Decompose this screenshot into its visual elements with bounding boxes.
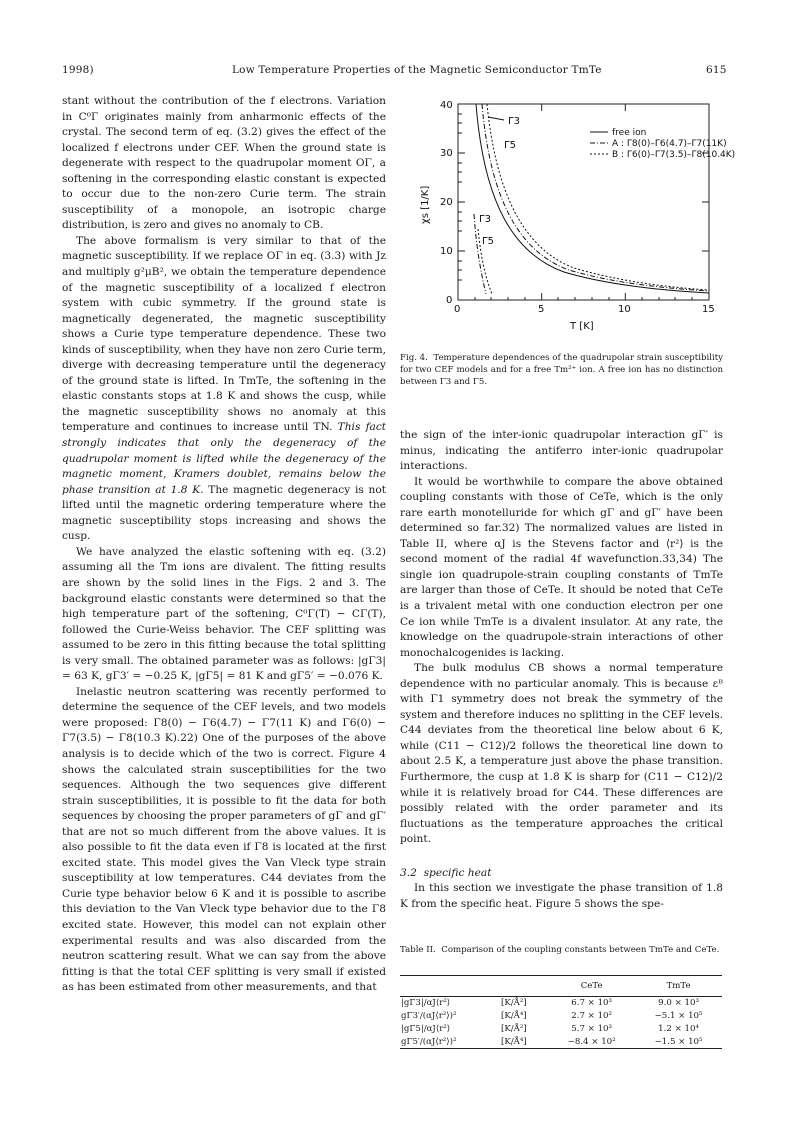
annotation: Γ3 — [508, 116, 520, 127]
table-header-row — [400, 976, 722, 997]
x-tick-label: 5 — [538, 304, 545, 315]
paragraph: stant without the contribution of the f electrons. Variation in C⁰Γ originates mainly from anharmonic effects of the crystal. The second term of eq. (3.2) gives the effect of the localized f electrons under CEF. When the ground state is degenerate with respect to the quadrupolar moment OΓ, a softening in the corresponding elastic constant is expected to occur due to the non-zero Curie term. The strain susceptibility of a monopole, an isotropic charge distribution, is zero and gives no anomaly to CB. — [62, 95, 386, 232]
x-tick-label: 0 — [454, 304, 461, 315]
legend-entry: free ion — [612, 128, 647, 138]
paragraph: We have analyzed the elastic softening with eq. (3.2) assuming all the Tm ions are divalent. The fitting results are shown by the solid lines in the Figs. 2 and 3. The background elastic constants were determined so that the high temperature part of the softening, C⁰Γ(T) − CΓ(T), followed the Curie-Weiss behavior. The CEF splitting was assumed to be zero in this fitting because the total splitting is very small. The obtained parameter was as follows: |gΓ3| = 63 K, gΓ3′ = −0.25 K, |gΓ5| = 81 K and gΓ5′ = −0.076 K. — [62, 545, 386, 683]
table-row: gΓ5′/(αJ⟨r²⟩)² [K/Å⁴] −8.4 × 10² −1.5 × 10⁵ — [400, 1036, 722, 1049]
y-tick-label: 0 — [446, 295, 453, 306]
paragraph: In this section we investigate the phase transition of 1.8 K from the specific heat. Figure 5 shows the spe- — [400, 882, 723, 910]
table-caption: Table II. Comparison of the coupling constants between TmTe and CeTe. — [400, 945, 720, 955]
legend-entry: B : Γ6(0)–Γ7(3.5)–Γ8(10.4K) — [612, 150, 736, 160]
annotation: Γ5 — [504, 140, 516, 151]
figure-caption: Fig. 4. Temperature dependences of the quadrupolar strain susceptibility for two CEF models and for a free Tm²⁺ ion. A free ion has no distinction between Γ3 and Γ5. — [400, 353, 724, 387]
paragraph: the sign of the inter-ionic quadrupolar interaction gΓ′ is minus, indicating the antiferro inter-ionic quadrupolar interactions. — [400, 429, 723, 473]
y-axis-label: χs [1/K] — [420, 185, 431, 224]
y-tick-label: 20 — [440, 197, 453, 208]
left-column — [62, 94, 386, 996]
column-header: CeTe — [580, 981, 603, 991]
section-heading: 3.2 specific heat — [400, 866, 492, 879]
right-column — [400, 428, 723, 912]
y-tick-label: 40 — [440, 100, 453, 111]
table-row: gΓ3′/(αJ⟨r²⟩)² [K/Å⁴] 2.7 × 10² −5.1 × 10⁵ — [401, 1011, 703, 1021]
y-tick-label: 10 — [440, 246, 453, 257]
legend-entry: A : Γ8(0)–Γ6(4.7)–Γ7(11K) — [612, 139, 727, 149]
running-title: Low Temperature Properties of the Magnetic Semiconductor TmTe — [232, 64, 602, 76]
paragraph: Inelastic neutron scattering was recently performed to determine the sequence of the CEF levels, and two models were proposed: Γ8(0) − Γ6(4.7) − Γ7(11 K) and Γ6(0) − Γ7(3.5) − Γ8(10.3 K).22) One of the purposes of the above analysis is to decide which of the two is correct. Figure 4 shows the calculated strain susceptibilities for the two sequences. Although the two sequences give different strain susceptibilities, it is possible to fit the data for both sequences by choosing the proper parameters of gΓ and gΓ′ that are not so much different from the above values. It is also possible to fit the data even if Γ8 is located at the first excited state. This model gives the Van Vleck type strain susceptibility at low temperatures. C44 deviates from the Curie type behavior below 6 K and it is possible to ascribe this deviation to the Van Vleck type behavior due to the Γ8 excited state. However, this model can not explain other experimental results and was also discarded from the neutron scattering result. What we can say from the above fitting is that the total CEF splitting is very small if existed as has been estimated from other measurements, and that — [62, 685, 386, 994]
x-axis-label: T [K] — [570, 321, 594, 332]
x-tick-label: 10 — [618, 304, 631, 315]
paragraph: The bulk modulus CB shows a normal temperature dependence with no particular anomaly. This is because εᴮ with Γ1 symmetry does not break the symmetry of the system and therefore induces no splitting in the CEF levels. C44 deviates from the theoretical line below about 6 K, while (C11 − C12)/2 follows the theoretical line down to about 2.5 K, a temperature just above the phase transition. Furthermore, the cusp at 1.8 K is sharp for (C11 − C12)/2 while it is relatively broad for C44. These differences are possibly related with the order parameter and its fluctuations as the temperature approaches the critical point. — [400, 662, 723, 846]
gamma3-low-curve — [474, 214, 486, 294]
paragraph: The above formalism is very similar to that of the magnetic susceptibility. If we replace OΓ in eq. (3.3) with Jz and multiply g²μB², we obtain the temperature dependence of the magnetic susceptibility of a localized f electron system with cubic symmetry. If the ground state is magnetically degenerated, the magnetic susceptibility shows a Curie type temperature dependence. These two kinds of susceptibility, when they have non zero Curie term, diverge with decreasing temperature until the degeneracy of the ground state is lifted. In TmTe, the softening in the elastic constants stops at 1.8 K and shows the cusp, while the magnetic susceptibility shows no anomaly at this temperature and continues to increase until TN. This fact strongly indicates that only the degeneracy of the quadrupolar moment is lifted while the degeneracy of the magnetic moment, Kramers doublet, remains below the phase transition at 1.8 K. The magnetic degeneracy is not lifted until the magnetic ordering temperature where the magnetic susceptibility stops increasing and shows the cusp. — [62, 234, 387, 543]
annotation: Γ3 — [479, 214, 491, 225]
y-tick-label: 30 — [440, 148, 453, 159]
annotation: Γ5 — [482, 236, 494, 247]
paragraph: It would be worthwhile to compare the above obtained coupling constants with those of CeTe, which is the only rare earth monotelluride for which gΓ and gΓ′ have been determined so far.32) The normalized values are listed in Table II, where αJ is the Stevens factor and ⟨r²⟩ is the second moment of the radial 4f wavefunction.33,34) The single ion quadrupole-strain coupling constants of TmTe are larger than those of CeTe. It should be noted that CeTe is a trivalent metal with one conduction electron per one Ce ion while TmTe is a divalent insulator. At any rate, the knowledge on the quadrupole-strain interactions of other monochalcogenides is lacking. — [400, 475, 723, 659]
emphasis-text: This fact strongly indicates that only the degeneracy of the quadrupolar moment is lifted while the degeneracy of the magnetic moment, Kramers doublet, remains below the phase transition at 1.8 K. — [62, 421, 387, 496]
column-header: TmTe — [666, 981, 691, 991]
page-number: 615 — [706, 64, 727, 76]
page-header-left: 1998) — [62, 64, 94, 76]
coupling-constants-table — [400, 975, 722, 1049]
figure-4-plot — [404, 94, 736, 334]
x-tick-label: 15 — [702, 304, 715, 315]
table-row: |gΓ5|/αJ⟨r²⟩ [K/Å²] 5.7 × 10³ 1.2 × 10⁴ — [401, 1024, 699, 1034]
table-row: |gΓ3|/αJ⟨r²⟩ [K/Å²] 6.7 × 10³ 9.0 × 10³ — [401, 998, 699, 1009]
